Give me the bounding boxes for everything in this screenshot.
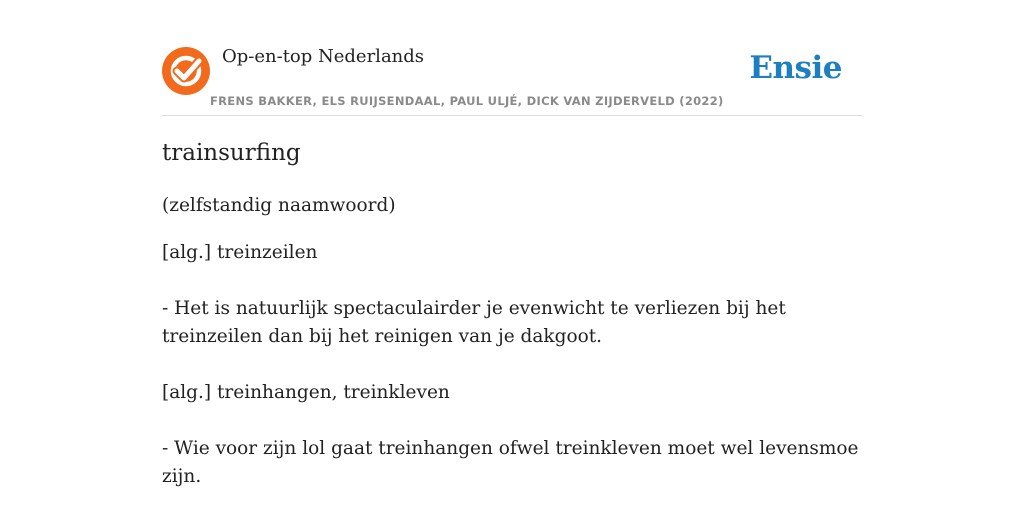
brand-logo[interactable]: Ensie xyxy=(749,50,842,86)
checkmark-icon xyxy=(162,47,210,95)
part-of-speech: (zelfstandig naamwoord) xyxy=(162,195,396,216)
headword: trainsurfing xyxy=(162,140,301,166)
sense-definition: [alg.] treinzeilen xyxy=(162,242,318,263)
sense-example: - Wie voor zijn lol gaat treinhangen ofwel treinkleven moet wel levensmoe zijn. xyxy=(162,438,859,487)
source-title[interactable]: Op-en-top Nederlands xyxy=(222,46,425,67)
sense-definition: [alg.] treinhangen, treinkleven xyxy=(162,382,450,403)
source-header xyxy=(162,0,862,116)
source-badge xyxy=(162,47,210,95)
source-authors: FRENS BAKKER, ELS RUIJSENDAAL, PAUL ULJÉ, DICK VAN ZIJDERVELD (2022) xyxy=(210,94,724,108)
sense-example: - Het is natuurlijk spectaculairder je evenwicht te verliezen bij het treinzeilen dan bij het reinigen van je dakgoot. xyxy=(162,298,786,347)
entry-card xyxy=(162,0,862,512)
